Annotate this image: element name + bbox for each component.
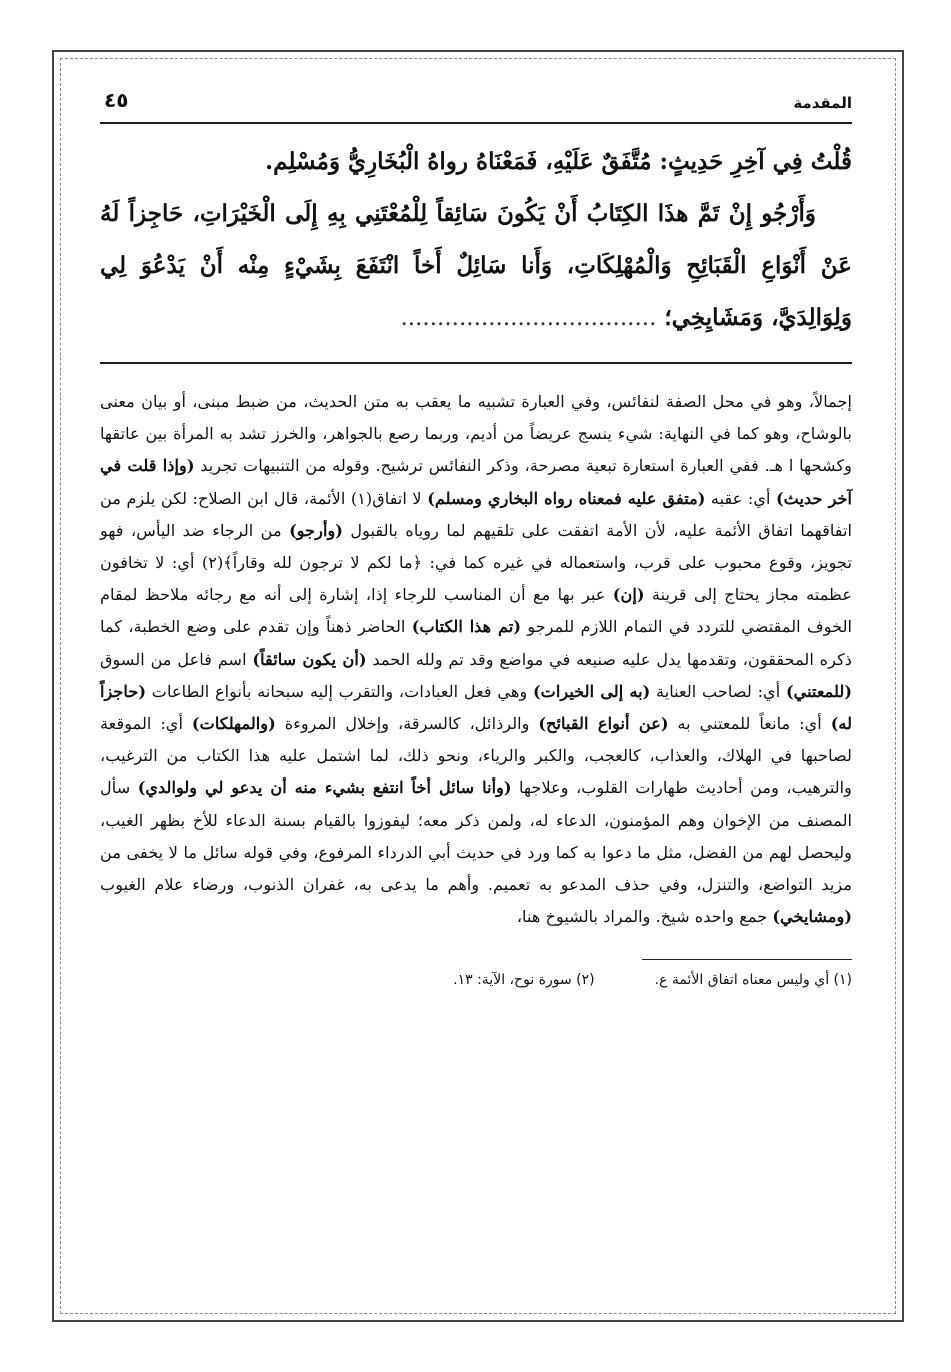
commentary-quote: (للمعتني)	[785, 681, 852, 701]
commentary-segment: لا اتفاق(١) الأئمة، قال ابن الصلاح: لكن يلزم من اتفاقهما اتفاق الأئمة عليه، لأن الأمة اتفقت على تلقيهم لما روياه بالقبول	[100, 488, 852, 540]
page-number: ٤٥	[104, 88, 129, 112]
commentary-segment: اسم فاعل من السوق	[100, 649, 253, 669]
commentary-segment: أي: مانعاً للمعتني به	[668, 714, 831, 734]
header-title: المقدمة	[793, 94, 852, 112]
commentary-segment: والرذائل، كالسرقة، وإخلال المروءة	[275, 714, 539, 734]
commentary-segment: وهي فعل العبادات، والتقرب إليه سبحانه بأنواع الطاعات	[146, 681, 533, 701]
main-text-paragraph-2	[100, 188, 852, 344]
commentary-quote: (متفق عليه فمعناه رواه البخاري ومسلم)	[427, 488, 706, 508]
commentary-segment: أي: الموقعة لصاحبها في الهلاك، والعذاب، كالعجب، والكبر والرياء، ونحو ذلك، لما اشتمل عليه هذا الكتاب من الترغيب، والترهيب، ومن أحاديث طهارات القلوب، وعلاجها	[100, 714, 852, 798]
footnote-2: (٢) سورة نوح، الآية: ١٣.	[453, 972, 595, 989]
commentary-quote: (وإذا قلت في آخر حديث)	[100, 456, 853, 508]
commentary-quote: (به إلى الخيرات)	[533, 681, 651, 701]
commentary-segment: عبر بها مع أن المناسب للرجاء إذا، إشارة إلى أنه مع رجائه ملاحظ لمقام الخوف المقتضي للتردد في التمام اللازم للمرجو	[100, 585, 852, 637]
commentary-quote: (تم هذا الكتاب)	[411, 617, 521, 637]
main-text-paragraph-2-body: وَأَرْجُو إِنْ تَمَّ هذَا الكِتَابُ أَنْ يَكُونَ سَائِقاً لِلْمُعْتَنِي بِهِ إِلَى الْخَيْرَاتِ، حَاجِزاً لَهُ عَنْ أَنْوَاعِ الْقَبَائِحِ وَالْمُهْلِكَاتِ، وَأَنا سَائِلٌ أَخاً انْتَفَعَ بِشَيْءٍ مِنْه أَنْ يَدْعُوَ لِي وَلِوَالِدَيَّ، وَمَشَايِخِي؛	[100, 200, 852, 331]
ellipsis-dots: ...................................	[400, 305, 657, 331]
footnotes	[100, 972, 852, 988]
document-page	[100, 78, 852, 1308]
commentary-quote: (أن يكون سائقاً)	[252, 649, 367, 669]
main-text-line-1: قُلْتُ فِي آخِرِ حَدِيثٍ: مُتَّفَقٌ عَلَيْهِ، فَمَعْنَاهُ رواهُ الْبُخَارِيُّ وَمُسْلِم.	[265, 148, 852, 175]
section-separator	[100, 362, 852, 364]
commentary-segment: أي: عقبه	[705, 488, 776, 508]
commentary-quote: (وأنا سائل أخاً انتفع بشيء منه أن يدعو لي ولوالدي)	[137, 778, 512, 798]
commentary-segment: إجمالاً، وهو في محل الصفة لنفائس، وفي العبارة تشبيه ما يعقب به متن الحديث، من ضبط مبنى، أو بيان معنى بالوشاح، وهو كما في النهاية: شيء ينسج عريضاً من أديم، وربما رصع بالجواهر، والخرز تشد به المرأة بين عاتقها وكشحها ا هـ. ففي العبارة استعارة تبعية مصرحة، وذكر النفائس ترشيح. وقوله من التنبيهات تجريد	[100, 392, 852, 476]
main-text	[100, 136, 852, 344]
commentary-segment: من الرجاء ضد اليأس، فهو تجويز، وقوع محبوب على قرب، واستعماله في غيره كما في: ﴿ما لكم لا ترجون لله وقاراً﴾(٢) أي: لا تخافون عظمته مجاز يحتاج إلى قرينة	[100, 520, 852, 605]
header-rule	[100, 122, 852, 124]
footnote-rule	[642, 959, 852, 960]
commentary-quote: (ومشايخي)	[772, 907, 852, 927]
commentary-segment: الحاضر ذهناً وإن تقدم على وضع الخطبة، كما ذكره المحققون، وتقدمها يدل عليه صنيعه في مواضع وقد تم ولله الحمد	[100, 617, 852, 669]
commentary-quote: (وأرجو)	[289, 520, 343, 540]
commentary-quote: (إن)	[612, 585, 645, 605]
commentary-segment: جمع واحده شيخ. والمراد بالشيوخ هنا،	[516, 907, 773, 927]
footnote-1: (١) أي وليس معناه اتفاق الأئمة ع.	[654, 972, 852, 989]
commentary-segment: أي: لصاحب العناية	[650, 681, 786, 701]
commentary-quote: (عن أنواع القبائح)	[538, 714, 669, 734]
commentary-quote: (حاجزاً له)	[100, 681, 853, 734]
running-header	[100, 78, 852, 124]
commentary-text	[100, 386, 852, 933]
commentary-quote: (والمهلكات)	[191, 714, 276, 734]
commentary-segment: سأل المصنف من الإخوان وهم المؤمنون، الدعاء له، ولمن ذكر معه؛ ليفوزوا بالقيام بسنة الدعاء للأخ بظهر الغيب، وليحصل لهم من الفضل، مثل ما دعوا به كما ورد في حديث أبي الدرداء المرفوع، وفي قوله سائل ما لا يخفى من مزيد التواضع، والتنزل، وفي حذف المدعو به تعميم. وأهم ما يدعى به، غفران الذنوب، ورضاء علام الغيوب	[100, 778, 852, 895]
